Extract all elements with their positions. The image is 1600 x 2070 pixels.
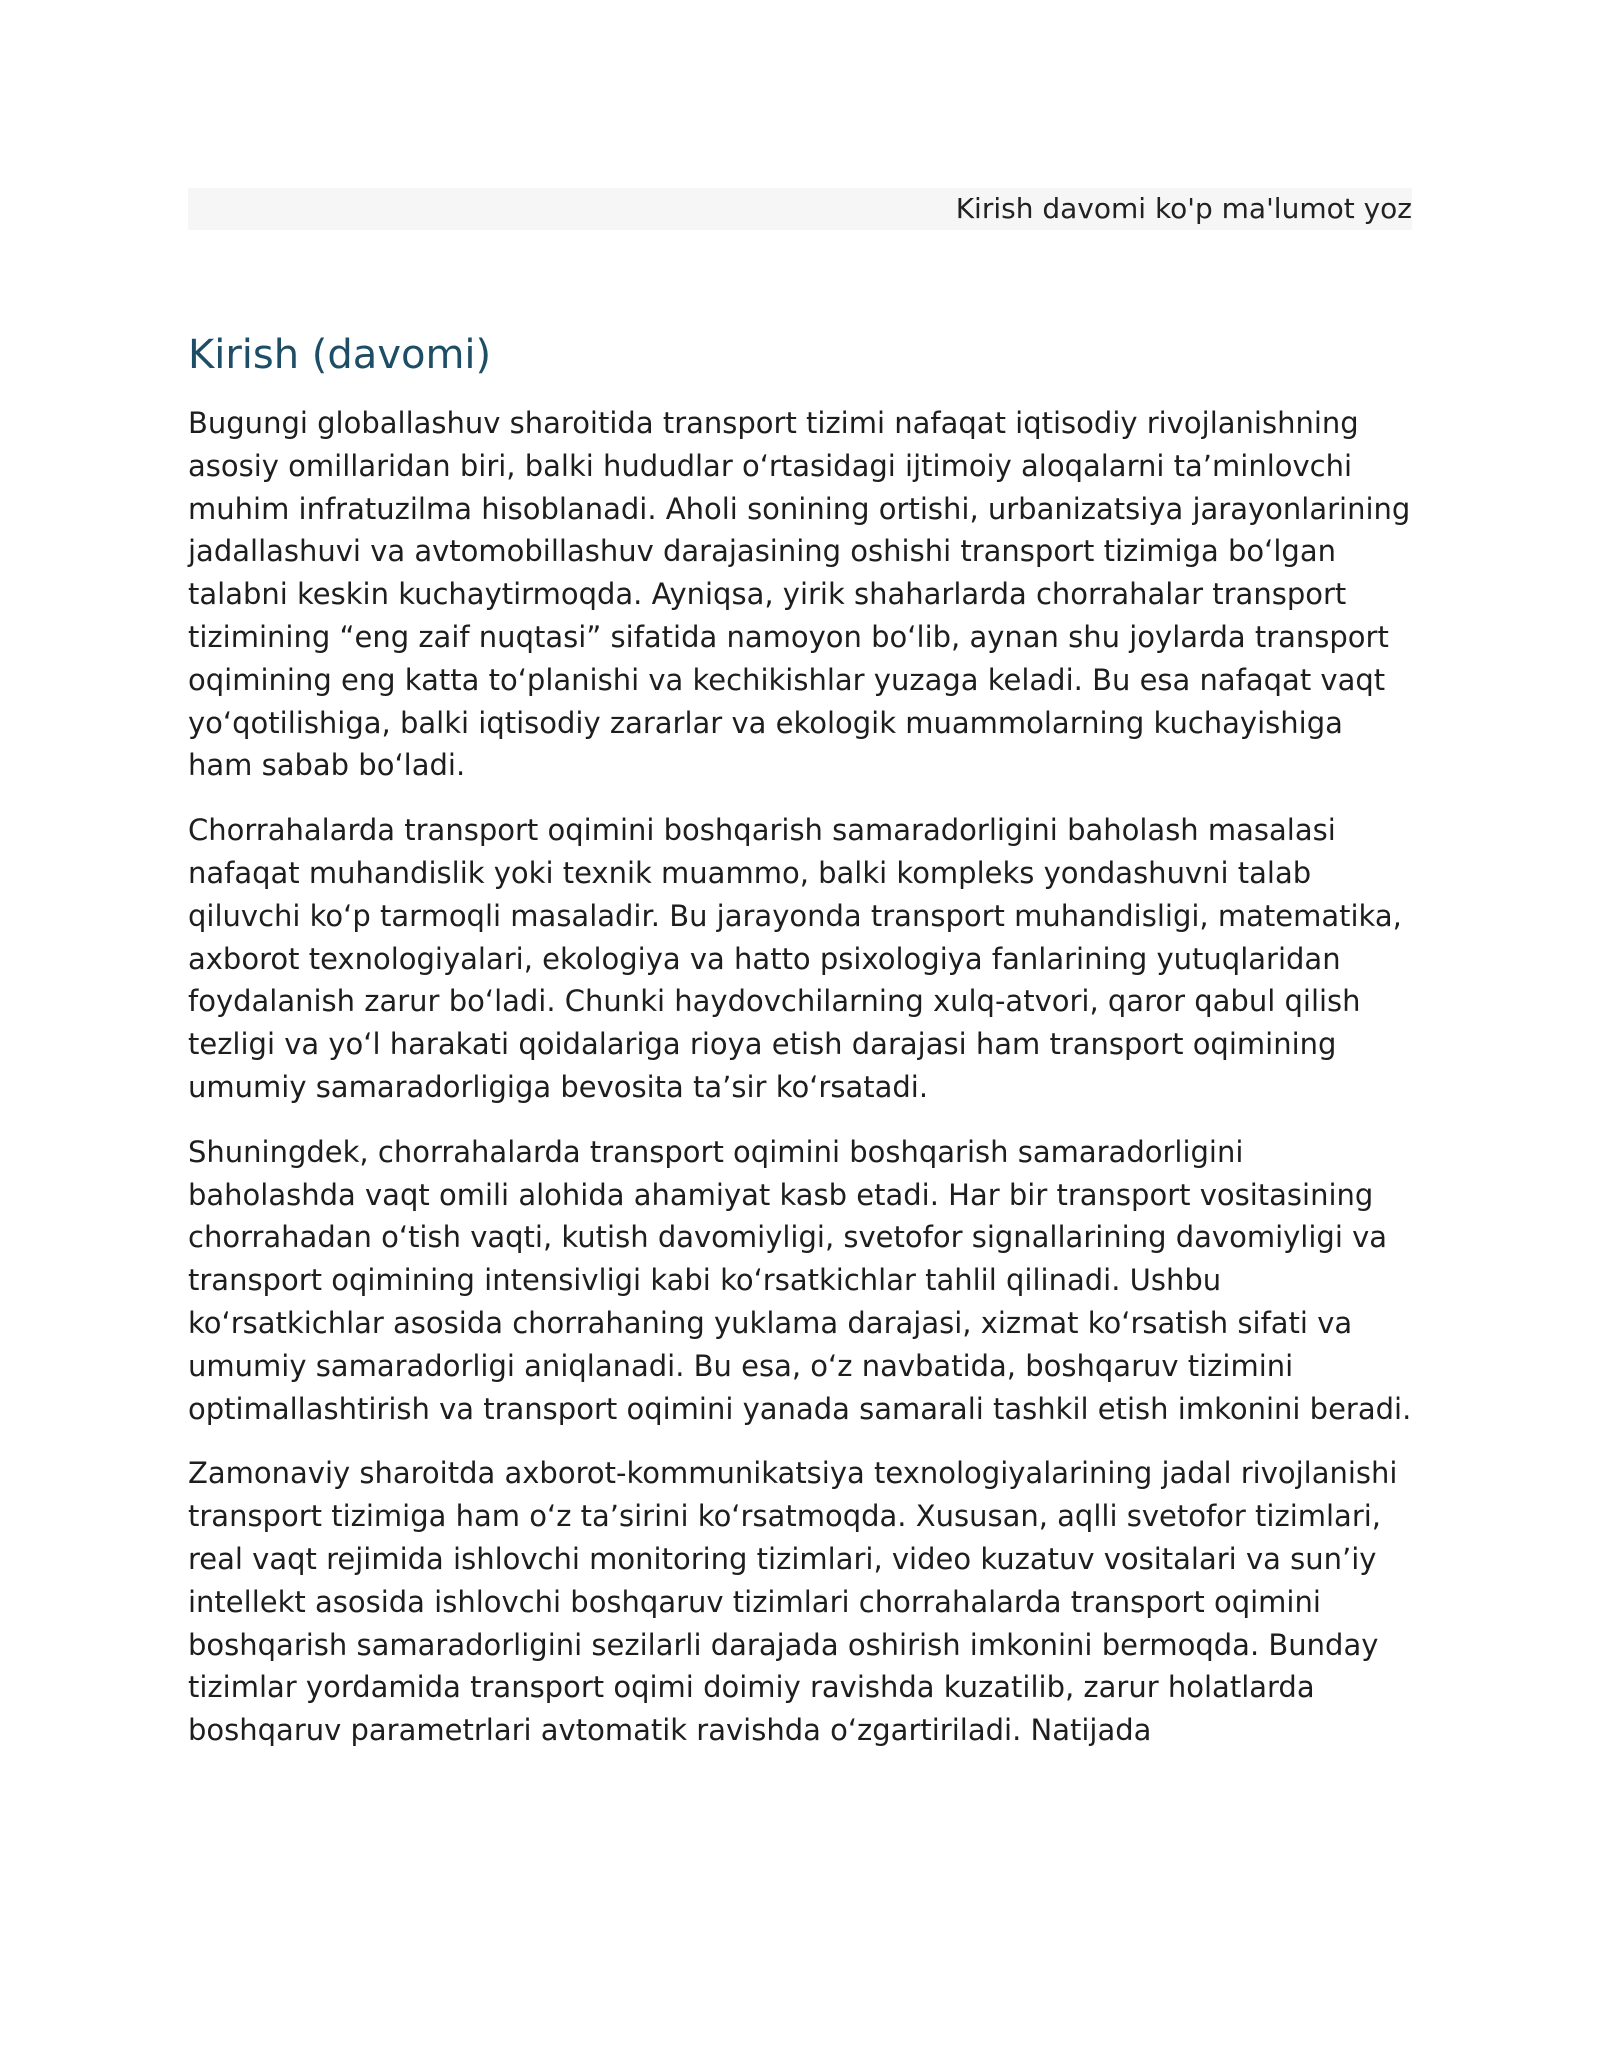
body-paragraph: Chorrahalarda transport oqimini boshqarish samaradorligini baholash masalasi nafaqat muhandislik yoki texnik muammo, balki kompleks yondashuvni talab qiluvchi ko‘p tarmoqli masaladir. Bu jarayonda transport muhandisligi, matematika, axborot texnologiyalari, ekologiya va hatto psixologiya fanlarining yutuqlaridan foydalanish zarur bo‘ladi. Chunki haydovchilarning xulq-atvori, qaror qabul qilish tezligi va yo‘l harakati qoidalariga rioya etish darajasi ham transport oqimining umumiy samaradorligiga bevosita ta’sir ko‘rsatadi. [188,813,1402,1104]
body-paragraph: Shuningdek, chorrahalarda transport oqimini boshqarish samaradorligini baholashda vaqt omili alohida ahamiyat kasb etadi. Har bir transport vositasining chorrahadan o‘tish vaqti, kutish davomiyligi, svetofor signallarining davomiyligi va transport oqimining intensivligi kabi ko‘rsatkichlar tahlil qilinadi. Ushbu ko‘rsatkichlar asosida chorrahaning yuklama darajasi, xizmat ko‘rsatish sifati va umumiy samaradorligi aniqlanadi. Bu esa, o‘z navbatida, boshqaruv tizimini optimallashtirish va transport oqimini yanada samarali tashkil etish imkonini beradi. [188,1134,1412,1426]
section-heading: Kirish (davomi) [188,332,492,378]
document-body [188,326,1412,1774]
body-paragraph: Bugungi globallashuv sharoitida transport tizimi nafaqat iqtisodiy rivojlanishning asosiy omillaridan biri, balki hududlar o‘rtasidagi ijtimoiy aloqalarni ta’minlovchi muhim infratuzilma hisoblanadi. Aholi sonining ortishi, urbanizatsiya jarayonlarining jadallashuvi va avtomobillashuv darajasining oshishi transport tizimiga bo‘lgan talabni keskin kuchaytirmoqda. Ayniqsa, yirik shaharlarda chorrahalar transport tizimining “eng zaif nuqtasi” sifatida namoyon bo‘lib, aynan shu joylarda transport oqimining eng katta to‘planishi va kechikishlar yuzaga keladi. Bu esa nafaqat vaqt yo‘qotilishiga, balki iqtisodiy zararlar va ekologik muammolarning kuchayishiga ham sabab bo‘ladi. [188,406,1411,783]
page-header [188,188,1412,230]
body-paragraph: Zamonaviy sharoitda axborot-kommunikatsiya texnologiyalarining jadal rivojlanishi transport tizimiga ham o‘z ta’sirini ko‘rsatmoqda. Xususan, aqlli svetofor tizimlari, real vaqt rejimida ishlovchi monitoring tizimlari, video kuzatuv vositalari va sun’iy intellekt asosida ishlovchi boshqaruv tizimlari chorrahalarda transport oqimini boshqarish samaradorligini sezilarli darajada oshirish imkonini bermoqda. Bunday tizimlar yordamida transport oqimi doimiy ravishda kuzatilib, zarur holatlarda boshqaruv parametrlari avtomatik ravishda o‘zgartiriladi. Natijada [188,1456,1398,1748]
header-text: Kirish davomi ko'p ma'lumot yoz [955,192,1412,225]
